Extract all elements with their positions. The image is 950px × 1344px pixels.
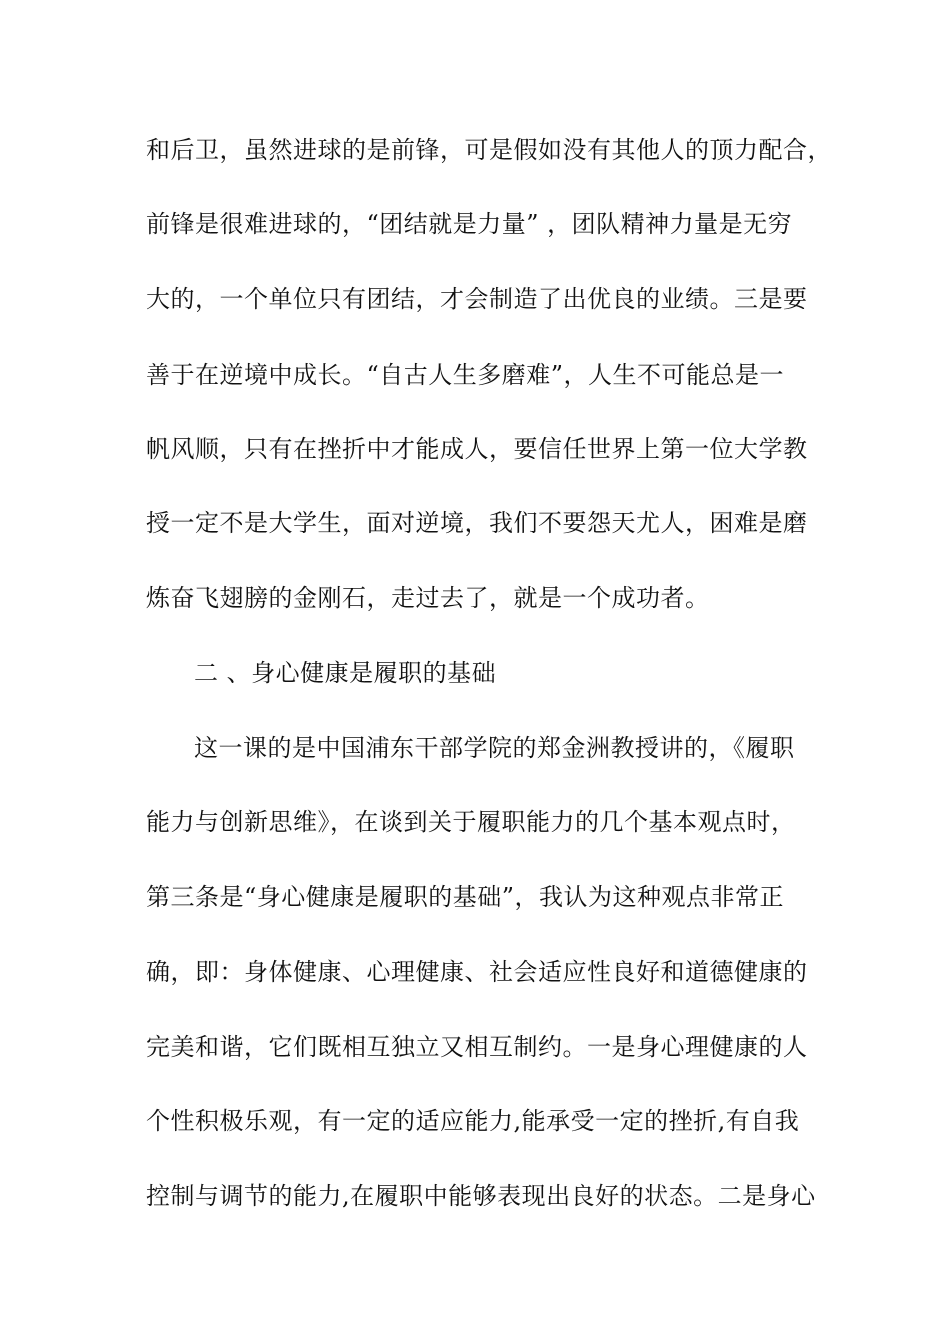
paragraph-line: 和后卫，虽然进球的是前锋，可是假如没有其他人的顶力配合， bbox=[146, 136, 832, 164]
paragraph-line: 前锋是很难进球的，“团结就是力量” ，团队精神力量是无穷 bbox=[146, 210, 793, 238]
paragraph-line: 这一课的是中国浦东干部学院的郑金洲教授讲的，《履职 bbox=[194, 734, 795, 762]
paragraph-line: 完美和谐，它们既相互独立又相互制约。一是身心理健康的人 bbox=[146, 1033, 808, 1061]
paragraph-line: 大的，一个单位只有团结，才会制造了出优良的业绩。三是要 bbox=[146, 285, 808, 313]
section-heading: 二 、身心健康是履职的基础 bbox=[194, 659, 497, 687]
paragraph-line: 确，即：身体健康、心理健康、社会适应性良好和道德健康的 bbox=[146, 958, 808, 986]
paragraph-line: 帆风顺，只有在挫折中才能成人，要信任世界上第一位大学教 bbox=[146, 435, 808, 463]
paragraph-line: 授一定不是大学生，面对逆境，我们不要怨天尤人，困难是磨 bbox=[146, 509, 808, 537]
paragraph-line: 善于在逆境中成长。“自古人生多磨难”，人生不可能总是一 bbox=[146, 361, 785, 389]
paragraph-line: 控制与调节的能力,在履职中能够表现出良好的状态。二是身心 bbox=[146, 1182, 816, 1210]
paragraph-line: 个性积极乐观，有一定的适应能力,能承受一定的挫折,有自我 bbox=[146, 1107, 800, 1135]
paragraph-line: 炼奋飞翅膀的金刚石，走过去了，就是一个成功者。 bbox=[146, 584, 710, 612]
paragraph-line: 能力与创新思维》，在谈到关于履职能力的几个基本观点时， bbox=[146, 808, 796, 836]
paragraph-line: 第三条是“身心健康是履职的基础”，我认为这种观点非常正 bbox=[146, 883, 785, 911]
